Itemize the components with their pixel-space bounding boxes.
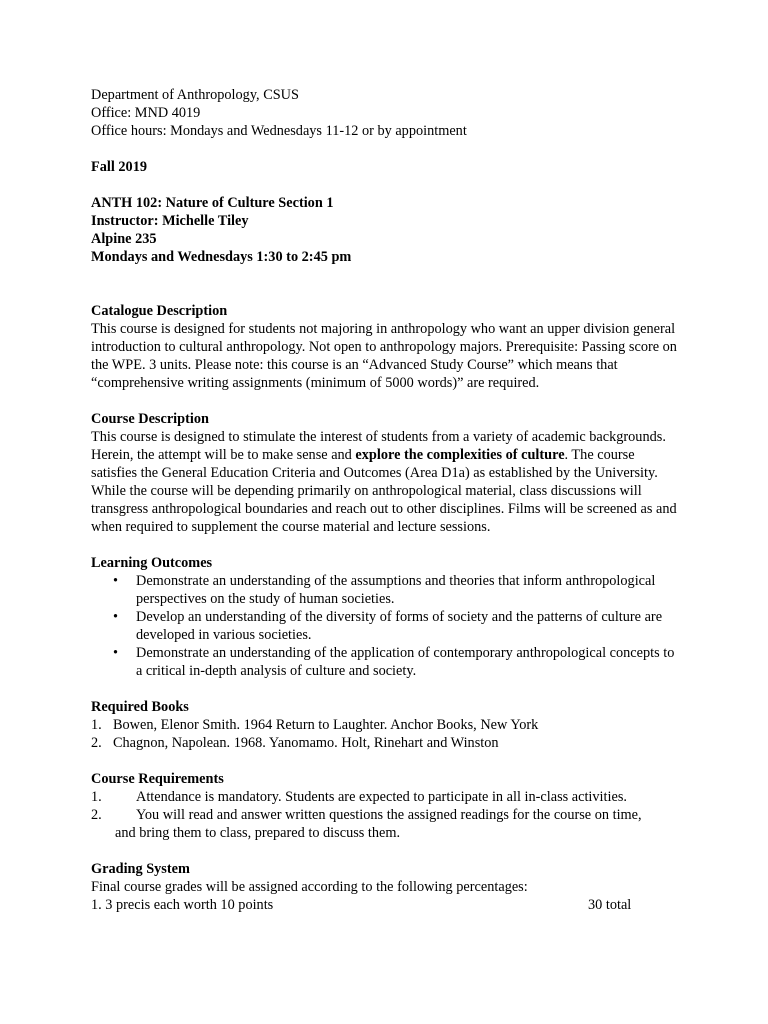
grade-row xyxy=(91,896,681,914)
course-requirements-list xyxy=(91,788,681,842)
grade-total: 30 total xyxy=(588,897,632,913)
list-item: 2. You will read and answer written questions the assigned readings for the course on time, and bring them to class, prepared to discuss them. xyxy=(91,807,642,841)
location-line: Alpine 235 xyxy=(91,231,157,247)
instructor-line: Instructor: Michelle Tiley xyxy=(91,213,249,229)
schedule-line: Mondays and Wednesdays 1:30 to 2:45 pm xyxy=(91,249,352,265)
catalogue-text: This course is designed for students not majoring in anthropology who want an upper division general introduction to cultural anthropology. Not open to anthropology majors. Prerequisite: Passing score on the WPE. 3 units. Please note: this course is an “Advanced Study Course” which means that “comprehensive writing assignments (minimum of 5000 words)” are required. xyxy=(91,321,677,391)
required-books-list xyxy=(91,716,681,752)
syllabus-content xyxy=(91,86,681,914)
course-title: ANTH 102: Nature of Culture Section 1 xyxy=(91,195,334,211)
department-line: Department of Anthropology, CSUS xyxy=(91,87,299,103)
course-description-heading: Course Description xyxy=(91,411,209,427)
bullet-icon: • xyxy=(113,573,119,589)
list-item: 1. Attendance is mandatory. Students are expected to participate in all in-class activities. xyxy=(91,789,627,805)
catalogue-heading: Catalogue Description xyxy=(91,303,228,319)
course-description-emphasis: explore the complexities of culture xyxy=(355,447,565,463)
list-item: • Develop an understanding of the diversity of forms of society and the patterns of culture are developed in various societies. xyxy=(113,609,663,643)
term-heading: Fall 2019 xyxy=(91,159,147,175)
list-item: • Demonstrate an understanding of the assumptions and theories that inform anthropological perspectives on the study of human societies. xyxy=(113,573,656,607)
list-item: 1. Bowen, Elenor Smith. 1964 Return to Laughter. Anchor Books, New York xyxy=(91,717,539,733)
course-description-text: This course is designed to stimulate the interest of students from a variety of academic backgrounds. Herein, the attempt will be to make sense and explore the complexities of culture. The course satisfies the General Education Criteria and Outcomes (Area D1a) as established by the University. While the course will be depending primarily on anthropological material, class discussions will transgress anthropological boundaries and reach out to other disciplines. Films will be screened as and when required to supplement the course material and lecture sessions. xyxy=(91,429,677,535)
grading-intro: Final course grades will be assigned according to the following percentages: xyxy=(91,879,528,895)
grading-heading: Grading System xyxy=(91,861,190,877)
bullet-icon: • xyxy=(113,609,119,625)
course-requirements-heading: Course Requirements xyxy=(91,771,224,787)
bullet-icon: • xyxy=(113,645,119,661)
learning-outcomes-list xyxy=(91,572,681,680)
list-item: 2. Chagnon, Napolean. 1968. Yanomamo. Holt, Rinehart and Winston xyxy=(91,735,499,751)
learning-outcomes-heading: Learning Outcomes xyxy=(91,555,213,571)
required-books-heading: Required Books xyxy=(91,699,189,715)
list-item: • Demonstrate an understanding of the application of contemporary anthropological concepts to a critical in-depth analysis of culture and society. xyxy=(113,645,675,679)
office-line: Office: MND 4019 xyxy=(91,105,201,121)
office-hours-line: Office hours: Mondays and Wednesdays 11-12 or by appointment xyxy=(91,123,467,139)
grade-item: 1. 3 precis each worth 10 points xyxy=(91,897,274,913)
